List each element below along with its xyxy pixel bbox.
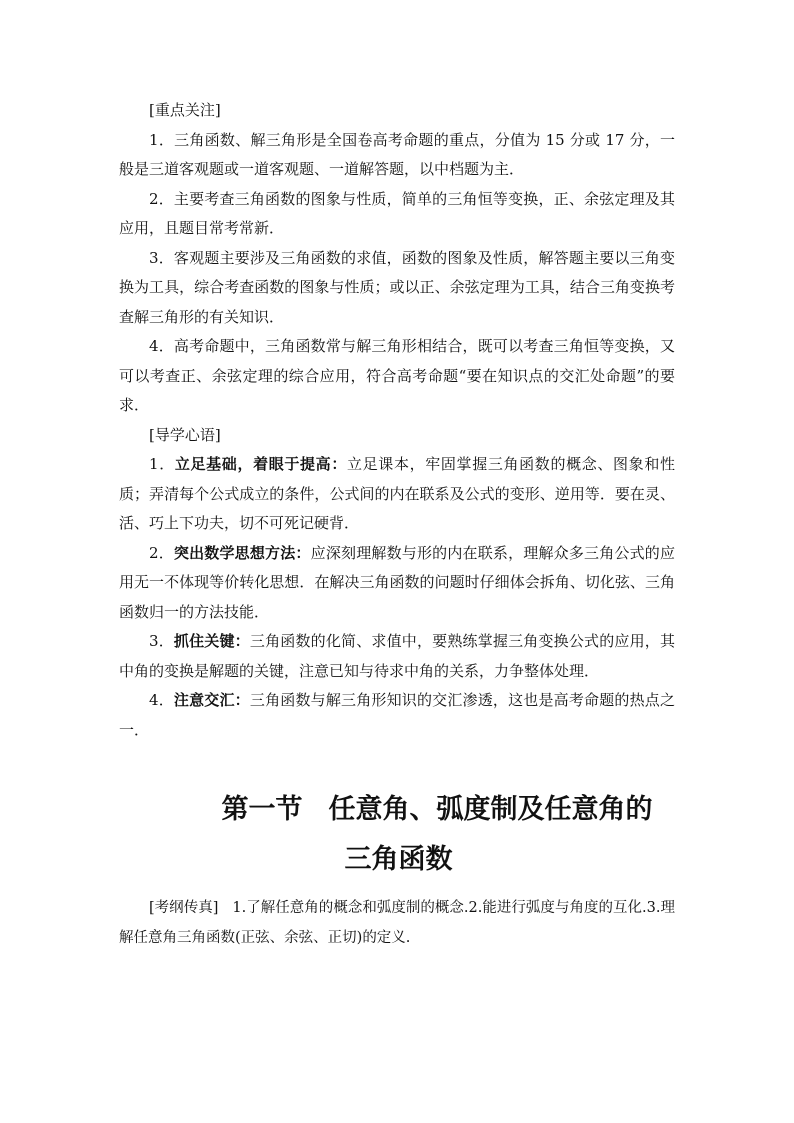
guide-item-number: 3． — [149, 632, 174, 650]
guide-item-number: 1． — [149, 455, 175, 473]
guide-item-3 — [119, 627, 675, 686]
guide-item-lead: 突出数学思想方法： — [173, 543, 311, 562]
section-number: 第一节 — [221, 794, 303, 825]
section-title-line-1 — [0, 785, 794, 835]
guide-item-1 — [119, 450, 675, 539]
guide-heading: [导学心语] — [149, 425, 221, 444]
guide-item-text: 三角函数与解三角形知识的交汇渗透，这也是高考命题的热点之一． — [119, 691, 675, 739]
focus-item-2: 2．主要考查三角函数的图象与性质，简单的三角恒等变换，正、余弦定理及其应用，且题目常考常新． — [119, 189, 675, 237]
guide-item-number: 4． — [149, 691, 174, 709]
focus-item-4: 4．高考命题中，三角函数常与解三角形相结合，既可以考查三角恒等变换，又可以考查正、余弦定理的综合应用，符合高考命题“要在知识点的交汇处命题”的要求． — [119, 337, 675, 414]
focus-item-1: 1．三角函数、解三角形是全国卷高考命题的重点，分值为 15 分或 17 分，一般是三道客观题或一道客观题、一道解答题，以中档题为主． — [119, 130, 675, 178]
focus-heading: [重点关注] — [149, 101, 221, 119]
section-title-line-2: 三角函数 — [344, 844, 453, 875]
section-title-text-1: 任意角、弧度制及任意角的 — [328, 794, 653, 825]
guide-item-lead: 抓住关键： — [173, 632, 250, 650]
guide-item-lead: 立足基础，着眼于提高： — [174, 455, 347, 473]
section-title — [0, 785, 794, 885]
outline-paragraph — [119, 893, 675, 953]
guide-item-4 — [119, 686, 675, 745]
guide-item-text: 立足课本，牢固掌握三角函数的概念、图象和性质；弄清每个公式成立的条件，公式间的内在联系及公式的变形、逆用等．要在灵、活、巧上下功夫，切不可死记硬背． — [119, 455, 675, 532]
guide-item-text: 应深刻理解数与形的内在联系，理解众多三角公式的应用无一不体现等价转化思想．在解决三角函数的问题时仔细体会拆角、切化弦、三角函数归一的方法技能． — [119, 543, 675, 621]
focus-item-3: 3．客观题主要涉及三角函数的求值，函数的图象及性质，解答题主要以三角变换为工具，综合考查函数的图象与性质；或以正、余弦定理为工具，结合三角变换考查解三角形的有关知识． — [119, 248, 675, 326]
guide-item-number: 2． — [149, 543, 174, 562]
guide-item-lead: 注意交汇： — [173, 691, 250, 709]
outline-tag: [考纲传真] — [149, 900, 219, 916]
guide-item-text: 三角函数的化简、求值中，要熟练掌握三角变换公式的应用，其中角的变换是解题的关键，注意已知与待求中角的关系，力争整体处理． — [119, 632, 675, 680]
outline-text: 1.了解任意角的概念和弧度制的概念.2.能进行弧度与角度的互化.3.理解任意角三角函数(正弦、余弦、正切)的定义. — [119, 900, 675, 946]
intro-content — [119, 96, 675, 745]
guide-item-2 — [119, 539, 675, 628]
